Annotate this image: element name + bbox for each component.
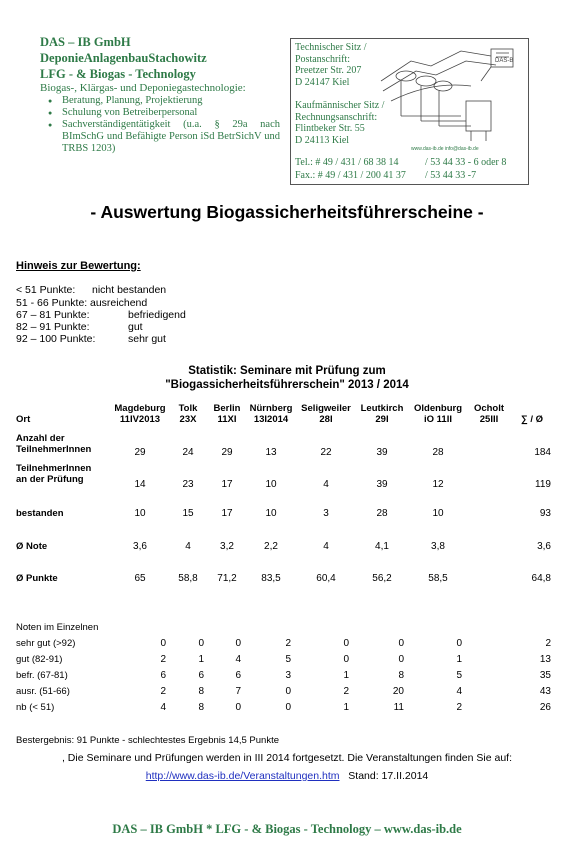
score-range: < 51 Punkte:	[16, 284, 76, 296]
company-name: DAS – IB GmbH	[40, 35, 131, 49]
grade-cell: 2	[456, 702, 462, 713]
grade-cell: 0	[398, 654, 404, 665]
company-subname: DeponieAnlagenbauStachowitz	[40, 51, 207, 65]
grade-label: befr. (67-81)	[16, 670, 68, 681]
table-cell: 4	[185, 541, 191, 552]
table-cell: 83,5	[261, 573, 281, 584]
table-cell: 65	[134, 573, 146, 584]
table-cell: 22	[320, 447, 332, 458]
statistics-title	[0, 364, 574, 392]
table-cell: 23	[182, 479, 194, 490]
events-link[interactable]: http://www.das-ib.de/Veranstaltungen.htm	[145, 770, 340, 782]
address-line: D 24147 Kiel	[295, 76, 350, 88]
score-row	[16, 297, 148, 309]
phone-number: Tel.: # 49 / 431 / 68 38 14	[295, 157, 399, 168]
biogas-plant-illustration	[371, 41, 521, 156]
table-cell: 17	[221, 479, 233, 490]
grade-cell: 2	[160, 686, 166, 697]
grade-cell: 5	[285, 654, 291, 665]
table-cell: 4	[323, 479, 329, 490]
score-label: befriedigend	[128, 309, 186, 321]
column-header: Leutkirch 29I	[360, 403, 404, 425]
grade-cell: 0	[398, 638, 404, 649]
table-cell: 60,4	[316, 573, 336, 584]
row-label: bestanden	[16, 508, 64, 519]
phone-number-alt: / 53 44 33 - 6 oder 8	[425, 157, 507, 168]
grade-cell: 1	[343, 702, 349, 713]
score-label: gut	[128, 321, 143, 333]
grade-cell: 0	[235, 638, 241, 649]
sum-header: ∑ / Ø	[520, 414, 544, 425]
address-line: Rechnungsanschrift:	[295, 111, 378, 123]
table-cell: 4,1	[375, 541, 389, 552]
grade-cell: 11	[393, 702, 404, 713]
grade-cell: 8	[198, 702, 204, 713]
table-cell: 39	[376, 447, 388, 458]
grade-cell: 3	[285, 670, 291, 681]
table-cell: 119	[535, 479, 551, 490]
company-header	[40, 34, 280, 155]
table-cell: 10	[134, 508, 146, 519]
grade-cell: 26	[539, 702, 551, 713]
grade-cell: 0	[343, 654, 349, 665]
grade-cell: 43	[539, 686, 551, 697]
grade-cell: 6	[198, 670, 204, 681]
fax-number-alt: / 53 44 33 -7	[425, 170, 477, 181]
grade-cell: 7	[235, 686, 241, 697]
grade-cell: 20	[392, 686, 404, 697]
column-header: Seligweiler 28I	[301, 403, 351, 425]
grade-label: sehr gut (>92)	[16, 638, 76, 649]
grades-title: Noten im Einzelnen	[16, 622, 99, 633]
continuation-note: , Die Seminare und Prüfungen werden in III 2014 fortgesetzt. Die Veranstaltungen finden Sie auf:	[61, 752, 513, 764]
row-label: Ø Note	[16, 541, 48, 552]
company-tagline: LFG - & Biogas - Technology	[40, 67, 196, 81]
table-cell: 28	[376, 508, 388, 519]
services-list	[40, 95, 280, 155]
score-range: 82 – 91 Punkte:	[16, 321, 90, 333]
score-label: nicht bestanden	[92, 284, 167, 296]
service-item: ● Schulung von Betreiberpersonal	[62, 107, 280, 119]
table-cell: 58,8	[178, 573, 198, 584]
table-cell: 71,2	[217, 573, 237, 584]
grade-cell: 2	[285, 638, 291, 649]
score-row	[16, 309, 186, 321]
table-cell: 4	[323, 541, 329, 552]
grade-cell: 35	[539, 670, 551, 681]
grade-cell: 6	[235, 670, 241, 681]
table-cell: 39	[376, 479, 388, 490]
table-cell: 3,6	[537, 541, 551, 552]
fax-number: Fax.: # 49 / 431 / 200 41 37	[295, 170, 406, 181]
table-cell: 10	[265, 479, 277, 490]
page-footer: DAS – IB GmbH * LFG - & Biogas - Technology – www.das-ib.de	[112, 822, 462, 836]
grade-label: nb (< 51)	[16, 702, 55, 713]
table-cell: 29	[134, 447, 146, 458]
grade-label: ausr. (51-66)	[16, 686, 70, 697]
address-line: Technischer Sitz /	[295, 42, 367, 53]
table-cell: 29	[221, 447, 233, 458]
grade-label: gut (82-91)	[16, 654, 63, 665]
address-box	[290, 38, 529, 185]
column-header: Ocholt 25III	[473, 403, 505, 425]
score-range: 51 - 66 Punkte:	[16, 297, 88, 309]
table-cell: 184	[534, 447, 551, 458]
grade-cell: 0	[343, 638, 349, 649]
table-cell: 10	[432, 508, 444, 519]
score-row	[16, 284, 167, 296]
address-line: Flintbeker Str. 55	[295, 123, 365, 134]
service-item: ● Beratung, Planung, Projektierung	[62, 95, 280, 107]
grade-cell: 6	[160, 670, 166, 681]
table-cell: 3	[323, 508, 329, 519]
table-cell: 28	[432, 447, 444, 458]
grade-cell: 8	[398, 670, 404, 681]
table-cell: 93	[539, 508, 551, 519]
table-cell: 14	[134, 479, 146, 490]
column-header: Berlin 11XI	[213, 403, 241, 425]
score-range: 67 – 81 Punkte:	[16, 309, 90, 321]
service-item: ● Sachverständigentätigkeit (u.a. § 29a nach BImSchG und Befähigte Person iSd BetrSichV und TRBS 1203)	[62, 119, 280, 155]
table-cell: 12	[432, 479, 444, 490]
row-label: TeilnehmerInnen an der Prüfung	[16, 463, 92, 485]
grade-cell: 2	[160, 654, 166, 665]
grade-cell: 4	[456, 686, 462, 697]
row-label: Anzahl der TeilnehmerInnen	[16, 433, 92, 455]
best-result: Bestergebnis: 91 Punkte - schlechtestes Ergebnis 14,5 Punkte	[16, 735, 279, 746]
ort-label: Ort	[16, 414, 31, 425]
company-services-title: Biogas-, Klärgas- und Deponiegastechnologie:	[40, 82, 246, 94]
column-header: Magdeburg 11IV2013	[114, 403, 166, 425]
statistics-title-line: "Biogassicherheitsführerschein" 2013 / 2014	[165, 379, 409, 391]
page-title: - Auswertung Biogassicherheitsführerscheine -	[90, 202, 484, 222]
grade-cell: 8	[198, 686, 204, 697]
grade-cell: 0	[456, 638, 462, 649]
score-label: ausreichend	[90, 297, 148, 309]
hint-title: Hinweis zur Bewertung:	[16, 260, 141, 272]
address-line: Kaufmännischer Sitz /	[295, 100, 385, 111]
table-cell: 13	[265, 447, 277, 458]
statistics-title-line: Statistik: Seminare mit Prüfung zum	[188, 365, 386, 377]
table-cell: 3,8	[431, 541, 445, 552]
table-cell: 64,8	[531, 573, 551, 584]
grade-cell: 13	[539, 654, 551, 665]
grade-cell: 0	[285, 702, 291, 713]
tech-address	[295, 42, 367, 88]
address-line: D 24113 Kiel	[295, 134, 350, 146]
grade-cell: 1	[456, 654, 462, 665]
grade-cell: 4	[160, 702, 166, 713]
table-cell: 56,2	[372, 573, 392, 584]
column-header: Nürnberg 13I2014	[249, 403, 293, 425]
link-line	[0, 770, 574, 782]
address-line: Postanschrift:	[295, 53, 350, 65]
grade-cell: 1	[343, 670, 349, 681]
score-label: sehr gut	[128, 333, 166, 345]
grade-cell: 5	[456, 670, 462, 681]
grade-cell: 0	[285, 686, 291, 697]
score-range: 92 – 100 Punkte:	[16, 333, 96, 345]
grade-cell: 0	[160, 638, 166, 649]
grade-cell: 2	[545, 638, 551, 649]
grade-cell: 4	[235, 654, 241, 665]
grade-cell: 1	[198, 654, 204, 665]
column-header: Oldenburg iO 11II	[413, 403, 463, 425]
grade-cell: 0	[198, 638, 204, 649]
commercial-address	[295, 100, 384, 146]
score-row	[16, 321, 143, 333]
web-contact: www.das-ib.de info@das-ib.de	[411, 146, 479, 152]
table-cell: 17	[221, 508, 233, 519]
table-cell: 3,2	[220, 541, 234, 552]
table-cell: 15	[182, 508, 194, 519]
grade-cell: 2	[343, 686, 349, 697]
address-line: Preetzer Str. 207	[295, 65, 362, 76]
stand-date: Stand: 17.II.2014	[348, 770, 429, 782]
score-row	[16, 333, 166, 345]
table-cell: 58,5	[428, 573, 448, 584]
grade-cell: 0	[235, 702, 241, 713]
device-label: DAS-B	[495, 58, 514, 64]
table-cell: 2,2	[264, 541, 278, 552]
table-cell: 10	[265, 508, 277, 519]
table-cell: 3,6	[133, 541, 147, 552]
column-header: Tolk 23X	[178, 403, 198, 425]
table-cell: 24	[182, 447, 194, 458]
row-label: Ø Punkte	[16, 573, 58, 584]
